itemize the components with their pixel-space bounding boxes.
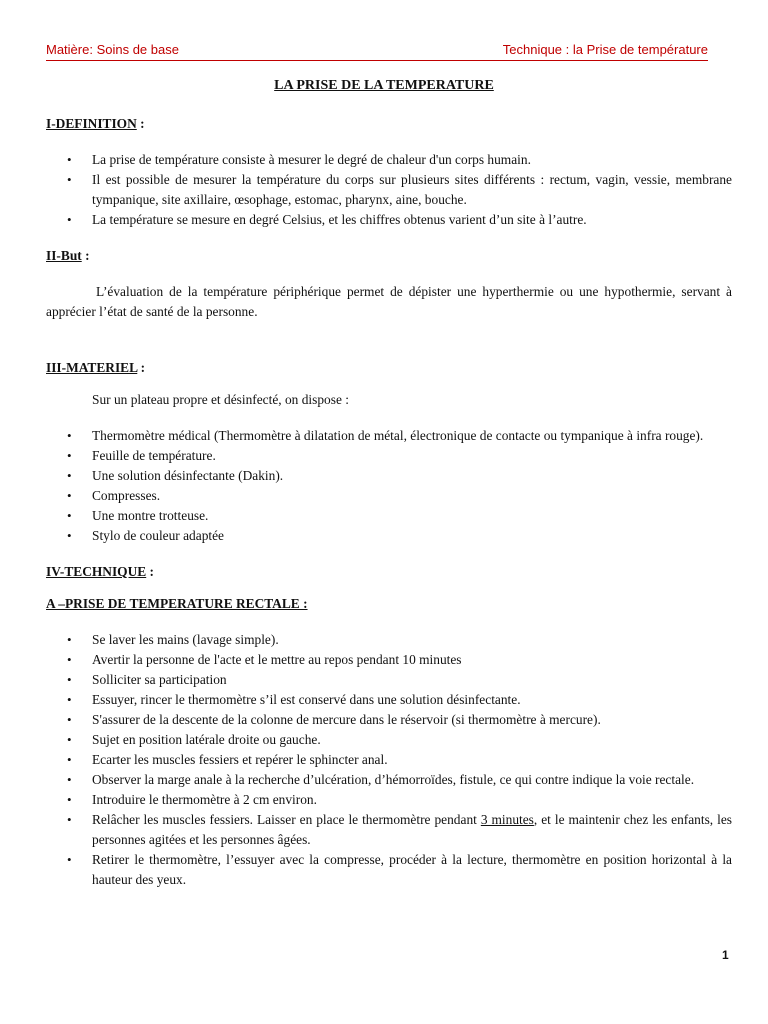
- list-item: • Feuille de température.: [46, 446, 732, 466]
- list-item: • Retirer le thermomètre, l’essuyer avec la compresse, procéder à la lecture, thermomètre en position horizontal à la hauteur des yeux.: [67, 852, 732, 887]
- document-title: LA PRISE DE LA TEMPERATURE: [274, 78, 494, 93]
- bullet-icon: •: [67, 448, 72, 463]
- bullet-icon: •: [67, 712, 72, 727]
- page-header: [46, 42, 708, 61]
- bullet-icon: •: [67, 508, 72, 523]
- list-item: • Introduire le thermomètre à 2 cm environ.: [46, 790, 732, 810]
- list-item: • Thermomètre médical (Thermomètre à dilatation de métal, électronique de contacte ou tympanique à infra rouge).: [46, 426, 732, 446]
- bullet-icon: •: [67, 528, 72, 543]
- list-item: • La prise de température consiste à mesurer le degré de chaleur d'un corps humain.: [46, 150, 732, 170]
- bullet-icon: •: [67, 672, 72, 687]
- bullet-icon: •: [67, 772, 72, 787]
- bullet-icon: •: [67, 488, 72, 503]
- bullet-icon: •: [67, 852, 72, 867]
- bullet-icon: •: [67, 792, 72, 807]
- list-item: • Relâcher les muscles fessiers. Laisser en place le thermomètre pendant 3 minutes, et le maintenir chez les enfants, les personnes agitées et les personnes âgées.: [67, 812, 732, 847]
- bullet-icon: •: [67, 732, 72, 747]
- technique-subheading: A –PRISE DE TEMPERATURE RECTALE :: [46, 596, 308, 611]
- definition-list: [46, 150, 732, 230]
- list-item: • Une solution désinfectante (Dakin).: [46, 466, 732, 486]
- materiel-intro: Sur un plateau propre et désinfecté, on dispose :: [92, 392, 349, 407]
- list-item: • Avertir la personne de l'acte et le mettre au repos pendant 10 minutes: [46, 650, 732, 670]
- section-materiel-heading: III-MATERIEL :: [46, 360, 146, 375]
- list-item: • Stylo de couleur adaptée: [46, 526, 732, 546]
- bullet-icon: •: [67, 692, 72, 707]
- bullet-icon: •: [67, 172, 72, 187]
- list-item: • Sujet en position latérale droite ou gauche.: [46, 730, 732, 750]
- list-item: • La température se mesure en degré Celsius, et les chiffres obtenus varient d’un site à l’autre.: [46, 210, 732, 230]
- bullet-icon: •: [67, 632, 72, 647]
- duration-highlight: 3 minutes: [480, 812, 534, 827]
- header-technique: Technique : la Prise de température: [502, 42, 708, 57]
- bullet-icon: •: [67, 812, 72, 827]
- bullet-icon: •: [67, 752, 72, 767]
- list-item: • Une montre trotteuse.: [46, 506, 732, 526]
- section-technique-heading: IV-TECHNIQUE :: [46, 564, 155, 579]
- page-number: 1: [722, 948, 729, 962]
- bullet-icon: •: [67, 212, 72, 227]
- list-item: • Solliciter sa participation: [46, 670, 732, 690]
- document-body: [46, 114, 732, 890]
- list-item: • Essuyer, rincer le thermomètre s’il est conservé dans une solution désinfectante.: [46, 690, 732, 710]
- bullet-icon: •: [67, 152, 72, 167]
- materiel-list: [46, 426, 732, 546]
- list-item: • Compresses.: [46, 486, 732, 506]
- bullet-icon: •: [67, 468, 72, 483]
- section-but-heading: II-But :: [46, 248, 90, 263]
- list-item: • Observer la marge anale à la recherche d’ulcération, d’hémorroïdes, fistule, ce qui contre indique la voie rectale.: [46, 770, 732, 790]
- bullet-icon: •: [67, 428, 72, 443]
- list-item: • S'assurer de la descente de la colonne de mercure dans le réservoir (si thermomètre à mercure).: [46, 710, 732, 730]
- bullet-icon: •: [67, 652, 72, 667]
- header-subject: Matière: Soins de base: [46, 42, 179, 57]
- list-item: • Il est possible de mesurer la température du corps sur plusieurs sites différents : rectum, vagin, vessie, membrane tympanique, site axillaire, œsophage, estomac, pharynx, aine, bouche.: [67, 172, 732, 207]
- list-item: • Se laver les mains (lavage simple).: [46, 630, 732, 650]
- but-text: L’évaluation de la température périphérique permet de dépister une hyperthermie ou une hypothermie, servant à apprécier l’état de santé de la personne.: [46, 284, 732, 319]
- section-definition-heading: I-DEFINITION :: [46, 116, 145, 131]
- list-item: • Ecarter les muscles fessiers et repérer le sphincter anal.: [46, 750, 732, 770]
- technique-list: [46, 630, 732, 890]
